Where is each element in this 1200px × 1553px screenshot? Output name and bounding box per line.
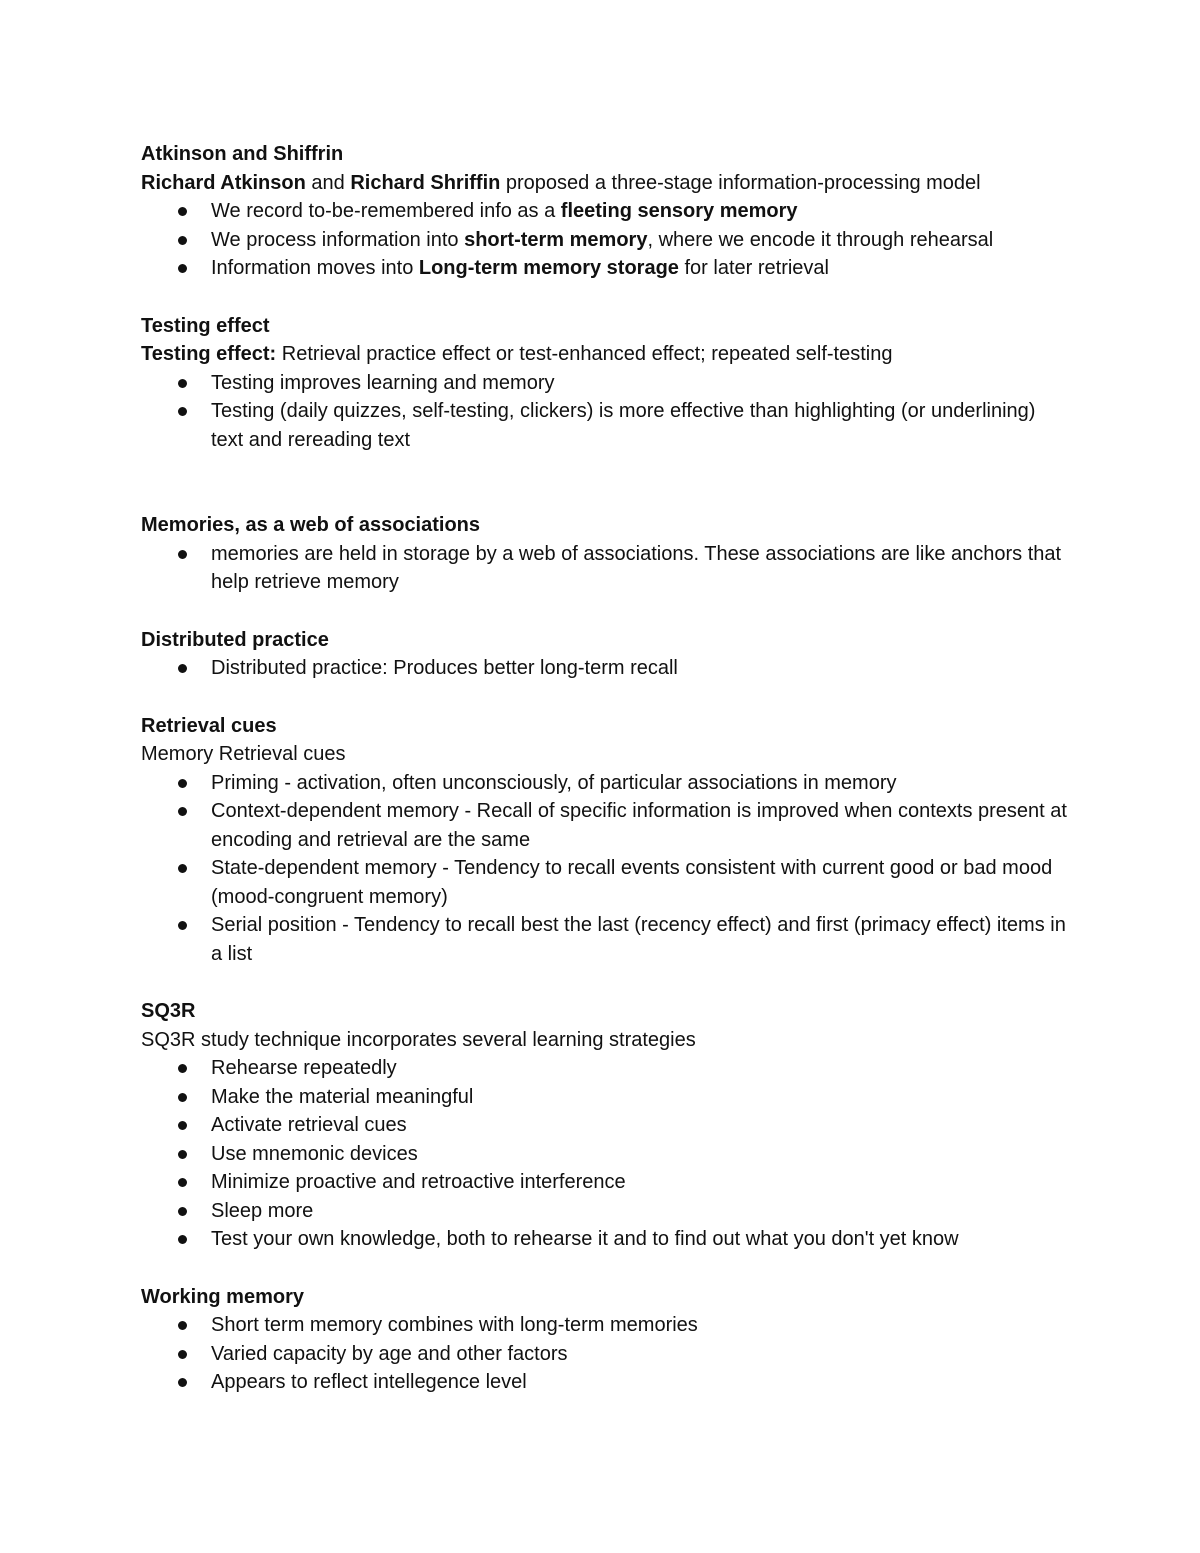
list-item bbox=[211, 540, 1071, 597]
item-bold-text: Long-term memory storage bbox=[418, 257, 679, 279]
list-item bbox=[211, 797, 1071, 854]
list-item bbox=[211, 1083, 1071, 1112]
bullet-icon bbox=[178, 921, 187, 930]
section-heading: Working memory bbox=[141, 1285, 304, 1308]
bullet-icon bbox=[178, 1378, 187, 1387]
bullet-list bbox=[141, 1054, 1071, 1254]
item-text: Priming - activation, often unconsciously, of particular associations in memory bbox=[211, 771, 897, 794]
bullet-list bbox=[141, 769, 1071, 969]
list-item bbox=[211, 1111, 1071, 1140]
bullet-icon bbox=[178, 264, 187, 273]
bullet-icon bbox=[178, 664, 187, 673]
item-text: State-dependent memory - Tendency to recall events consistent with current good or bad mood (mood-congruent memory) bbox=[211, 857, 1053, 908]
item-text: Testing improves learning and memory bbox=[211, 371, 555, 394]
section-intro bbox=[141, 340, 1071, 369]
list-item bbox=[211, 1197, 1071, 1226]
bullet-icon bbox=[178, 1178, 187, 1187]
intro-rest: proposed a three-stage information-processing model bbox=[500, 171, 981, 194]
list-item bbox=[211, 1368, 1071, 1397]
bullet-icon bbox=[178, 864, 187, 873]
section-sq3r bbox=[141, 997, 1071, 1254]
item-text: We process information into bbox=[211, 228, 465, 251]
bullet-list bbox=[141, 1311, 1071, 1397]
list-item bbox=[211, 369, 1071, 398]
bullet-icon bbox=[178, 1150, 187, 1159]
section-web-of-associations bbox=[141, 511, 1071, 597]
bullet-icon bbox=[178, 207, 187, 216]
item-text: Minimize proactive and retroactive interference bbox=[211, 1171, 626, 1193]
section-heading: Testing effect bbox=[141, 314, 270, 337]
section-distributed-practice bbox=[141, 626, 1071, 683]
bullet-icon bbox=[178, 1093, 187, 1102]
intro-name-1: Richard Atkinson bbox=[141, 171, 306, 194]
bullet-list bbox=[141, 654, 1071, 683]
section-heading: Distributed practice bbox=[141, 628, 329, 651]
item-text: We record to-be-remembered info as a bbox=[211, 200, 561, 222]
bullet-icon bbox=[178, 1064, 187, 1073]
item-text: Short term memory combines with long-term memories bbox=[211, 1314, 698, 1336]
section-heading: Atkinson and Shiffrin bbox=[141, 143, 344, 165]
section-working-memory bbox=[141, 1283, 1071, 1397]
list-item bbox=[211, 911, 1071, 968]
item-text: Context-dependent memory - Recall of specific information is improved when contexts present at encoding and retrieval are the same bbox=[211, 800, 1067, 851]
item-text: Test your own knowledge, both to rehearse it and to find out what you don't yet know bbox=[211, 1228, 959, 1250]
list-item bbox=[211, 197, 1071, 226]
item-bold-text: short-term memory bbox=[464, 228, 648, 251]
section-atkinson-shiffrin bbox=[141, 140, 1071, 283]
item-text: , where we encode it through rehearsal bbox=[647, 228, 994, 251]
list-item bbox=[211, 1225, 1071, 1254]
list-item bbox=[211, 1054, 1071, 1083]
bullet-icon bbox=[178, 407, 187, 416]
list-item bbox=[211, 854, 1071, 911]
section-heading: Memories, as a web of associations bbox=[141, 514, 481, 536]
list-item bbox=[211, 1311, 1071, 1340]
item-text: Varied capacity by age and other factors bbox=[211, 1342, 568, 1365]
section-testing-effect bbox=[141, 312, 1071, 455]
bullet-icon bbox=[178, 807, 187, 816]
intro-rest: Retrieval practice effect or test-enhanced effect; repeated self-testing bbox=[276, 343, 893, 365]
list-item bbox=[211, 1140, 1071, 1169]
list-item bbox=[211, 397, 1071, 454]
intro-name-2: Richard Shriffin bbox=[350, 171, 501, 194]
bullet-icon bbox=[178, 779, 187, 788]
intro-and: and bbox=[305, 171, 351, 194]
list-item bbox=[211, 654, 1071, 683]
bullet-list bbox=[141, 197, 1071, 283]
section-intro: SQ3R study technique incorporates several learning strategies bbox=[141, 1028, 696, 1051]
bullet-icon bbox=[178, 1350, 187, 1359]
list-item bbox=[211, 1340, 1071, 1369]
item-text: memories are held in storage by a web of associations. These associations are like anchors that help retrieve memory bbox=[211, 542, 1062, 593]
list-item bbox=[211, 1168, 1071, 1197]
item-text: Activate retrieval cues bbox=[211, 1114, 407, 1136]
item-bold-text: fleeting sensory memory bbox=[560, 200, 798, 222]
item-text: Distributed practice: Produces better long-term recall bbox=[211, 657, 678, 679]
bullet-icon bbox=[178, 1321, 187, 1330]
item-text: Use mnemonic devices bbox=[211, 1142, 418, 1165]
item-text: Testing (daily quizzes, self-testing, clickers) is more effective than highlighting (or underlining) text and rereading text bbox=[211, 400, 1036, 451]
list-item bbox=[211, 226, 1071, 255]
list-item bbox=[211, 254, 1071, 283]
bullet-list bbox=[141, 369, 1071, 455]
bullet-icon bbox=[178, 1121, 187, 1130]
bullet-icon bbox=[178, 550, 187, 559]
item-text: Make the material meaningful bbox=[211, 1085, 474, 1108]
bullet-icon bbox=[178, 236, 187, 245]
bullet-list bbox=[141, 540, 1071, 597]
bullet-icon bbox=[178, 1235, 187, 1244]
item-text: for later retrieval bbox=[678, 257, 829, 279]
section-intro: Memory Retrieval cues bbox=[141, 743, 346, 765]
document-page bbox=[141, 140, 1071, 1397]
item-text: Rehearse repeatedly bbox=[211, 1057, 397, 1079]
bullet-icon bbox=[178, 379, 187, 388]
intro-term: Testing effect: bbox=[141, 343, 277, 365]
item-text: Sleep more bbox=[211, 1199, 314, 1222]
item-text: Appears to reflect intellegence level bbox=[211, 1371, 527, 1393]
list-item bbox=[211, 769, 1071, 798]
section-retrieval-cues bbox=[141, 712, 1071, 969]
item-text: Information moves into bbox=[211, 257, 419, 279]
bullet-icon bbox=[178, 1207, 187, 1216]
item-text: Serial position - Tendency to recall best the last (recency effect) and first (primacy effect) items in a list bbox=[211, 914, 1066, 965]
section-intro bbox=[141, 169, 1071, 198]
section-heading: SQ3R bbox=[141, 1000, 196, 1022]
section-heading: Retrieval cues bbox=[141, 714, 277, 737]
